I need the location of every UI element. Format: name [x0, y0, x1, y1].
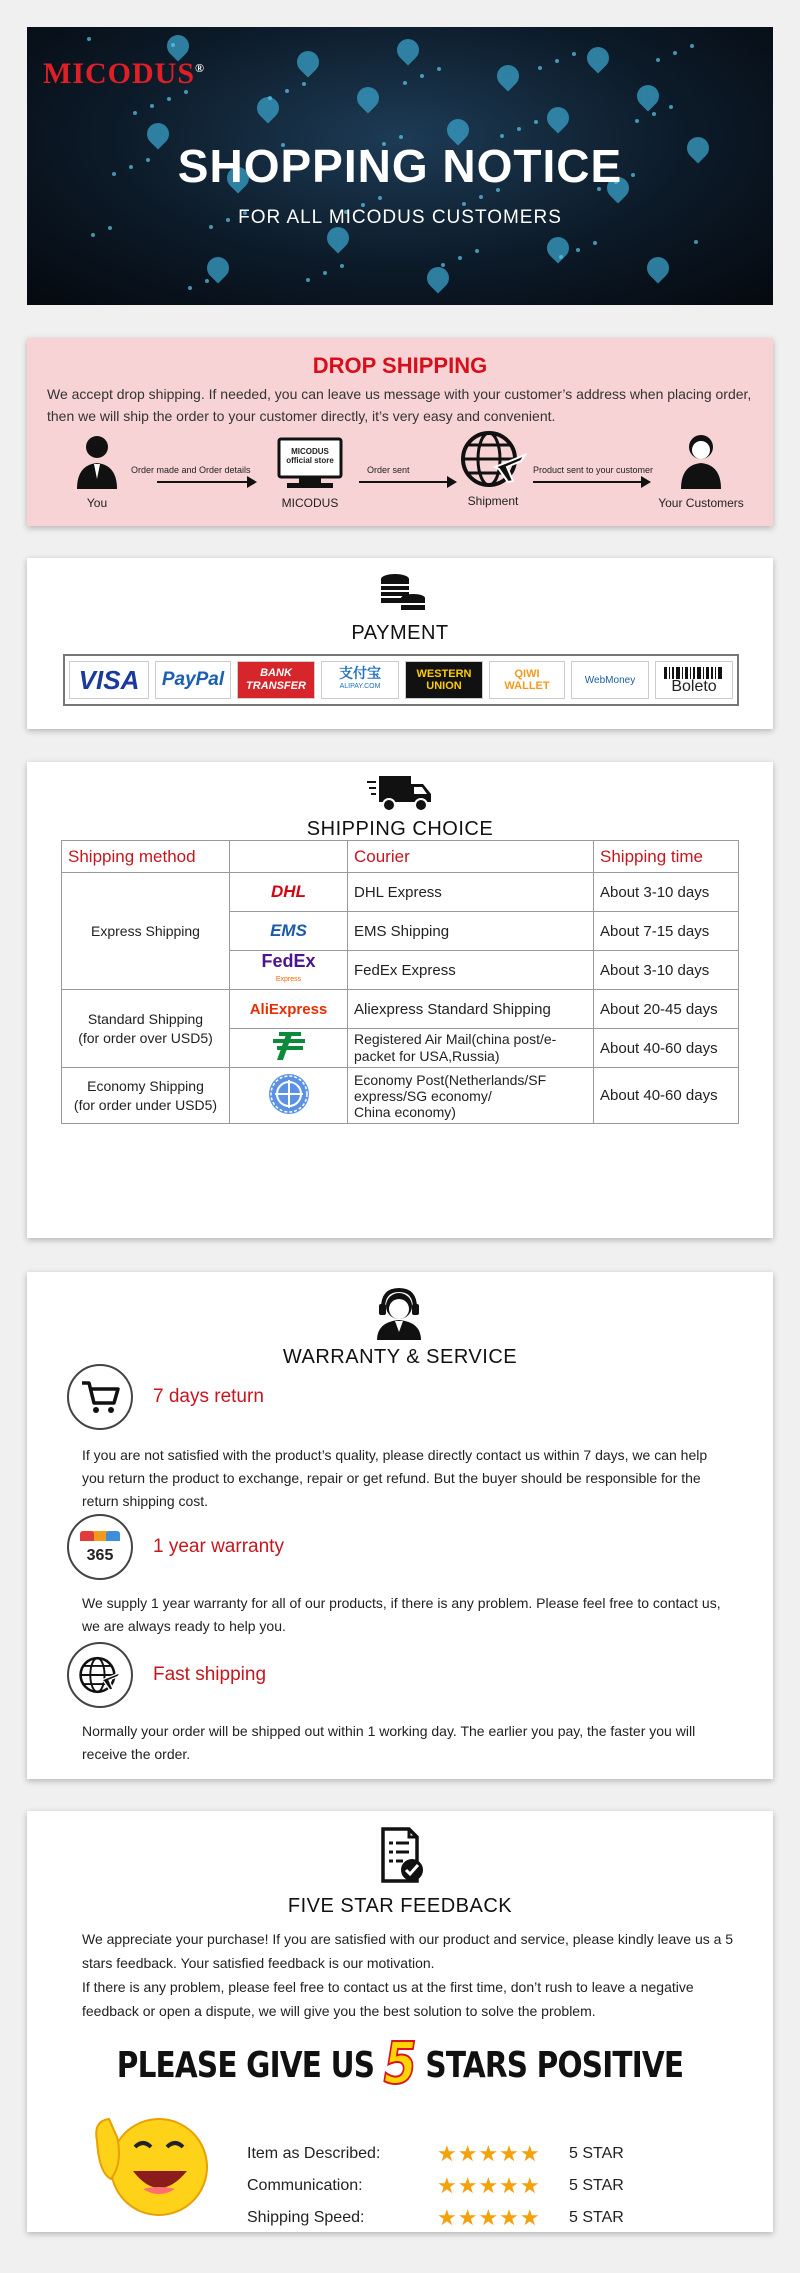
- time-cell: About 40-60 days: [594, 1029, 739, 1068]
- shipping-title: SHIPPING CHOICE: [306, 818, 494, 840]
- header-shipping-method: Shipping method: [62, 841, 230, 873]
- ems-logo: [230, 912, 348, 951]
- truck-icon: [367, 772, 433, 814]
- map-dot: [690, 44, 694, 48]
- map-dot: [458, 256, 462, 260]
- warranty-item-head: Fast shipping: [153, 1664, 267, 1685]
- map-pin-icon: [542, 232, 573, 263]
- table-row: [62, 990, 739, 1029]
- feedback-paragraph-1: We appreciate your purchase! If you are satisfied with our product and service, please kindly leave us a 5 stars feedback. Your satisfied feedback is our motivation.: [82, 1931, 734, 1971]
- page-subtitle: FOR ALL MICODUS CUSTOMERS: [238, 207, 562, 228]
- bank-transfer-logo: BANK TRANSFER: [237, 661, 315, 699]
- visa-logo: VISA: [69, 661, 149, 699]
- map-dot: [517, 127, 521, 131]
- map-dot: [555, 59, 559, 63]
- map-pin-icon: [642, 252, 673, 283]
- warranty-item-return: [67, 1364, 737, 1514]
- map-dot: [559, 255, 563, 259]
- flow-arrow-3: [533, 481, 649, 483]
- flow-arrow-text-1: Order made and Order details: [131, 465, 251, 475]
- globe-plane-icon: [78, 1654, 122, 1696]
- warranty-item-head: 1 year warranty: [153, 1536, 284, 1557]
- map-dot: [500, 134, 504, 138]
- courier-cell: Aliexpress Standard Shipping: [348, 990, 594, 1029]
- map-dot: [538, 66, 542, 70]
- slogan-five: 5: [383, 2029, 416, 2097]
- rating-value: 5 STAR: [569, 2209, 624, 2226]
- map-dot: [302, 82, 306, 86]
- warranty-title: WARRANTY & SERVICE: [282, 1346, 518, 1368]
- fedex-logo-sub: Express: [275, 975, 302, 983]
- five-star-feedback-section: [27, 1811, 773, 2232]
- flow-label-shipment: Shipment: [467, 494, 519, 508]
- customer-icon: [679, 433, 723, 489]
- map-dot: [652, 112, 656, 116]
- map-pin-icon: [492, 60, 523, 91]
- feedback-body: [82, 1927, 742, 2023]
- aliexpress-logo-text: AliExpress: [249, 1000, 328, 1018]
- page-title: SHOPPING NOTICE: [177, 140, 623, 192]
- ems-logo-text: EMS: [270, 921, 307, 940]
- rating-row-shipping-speed: [247, 2205, 667, 2235]
- cart-icon: [80, 1379, 120, 1415]
- warranty-service-section: [27, 1272, 773, 1779]
- map-dot: [378, 196, 382, 200]
- method-express: Express Shipping: [62, 873, 230, 990]
- map-dot: [635, 119, 639, 123]
- un-emblem-icon: [266, 1071, 312, 1117]
- map-dot: [534, 120, 538, 124]
- dhl-logo: [230, 873, 348, 912]
- rating-stars-icon: ★★★★★: [437, 2205, 541, 2230]
- flow-node-customers: [653, 433, 749, 510]
- map-dot: [437, 67, 441, 71]
- map-dot: [656, 58, 660, 62]
- person-icon: [75, 433, 119, 489]
- time-cell: About 40-60 days: [594, 1068, 739, 1124]
- micodus-logo: [43, 57, 205, 91]
- flow-label-micodus: MICODUS: [281, 496, 339, 510]
- warranty-item-head: 7 days return: [153, 1386, 264, 1407]
- map-dot: [323, 271, 327, 275]
- map-dot: [268, 96, 272, 100]
- courier-cell: DHL Express: [348, 873, 594, 912]
- map-dot: [475, 249, 479, 253]
- map-dot: [673, 51, 677, 55]
- aliexpress-logo: [230, 990, 348, 1029]
- globe-plane-icon: [459, 427, 527, 491]
- map-dot: [340, 264, 344, 268]
- map-dot: [91, 233, 95, 237]
- rating-label: Communication:: [247, 2177, 363, 2194]
- rating-stars-icon: ★★★★★: [437, 2141, 541, 2166]
- map-dot: [441, 263, 445, 267]
- dhl-logo-text: DHL: [271, 882, 306, 901]
- table-row: [62, 873, 739, 912]
- rating-row-item-as-described: [247, 2141, 667, 2171]
- warranty-item-warranty: [67, 1514, 737, 1644]
- warranty-item-text: If you are not satisfied with the product’s quality, please directly contact us within 7 days, we can help you return the product to exchange, repair or get refund. But the buyer should be responsible for the return shipping cost.: [82, 1447, 708, 1509]
- time-cell: About 3-10 days: [594, 873, 739, 912]
- map-dot: [462, 202, 466, 206]
- map-dot: [285, 89, 289, 93]
- flow-arrow-text-3: Product sent to your customer: [533, 465, 654, 475]
- map-dot: [167, 97, 171, 101]
- map-pin-icon: [352, 82, 383, 113]
- calendar-icon-badge: [67, 1514, 133, 1580]
- map-dot: [171, 43, 175, 47]
- flow-label-customers: Your Customers: [658, 496, 744, 510]
- map-dot: [87, 37, 91, 41]
- map-pin-icon: [292, 46, 323, 77]
- courier-cell: FedEx Express: [348, 951, 594, 990]
- flow-node-you: [75, 433, 119, 510]
- drop-shipping-title: DROP SHIPPING: [312, 353, 488, 378]
- map-dot: [133, 111, 137, 115]
- header-shipping-time: Shipping time: [594, 841, 739, 873]
- map-dot: [694, 240, 698, 244]
- shopping-notice-banner: [27, 27, 773, 305]
- five-star-slogan: [94, 2029, 706, 2097]
- map-dot: [306, 278, 310, 282]
- boleto-name: Boleto: [671, 677, 717, 695]
- table-row: [62, 1068, 739, 1124]
- rating-label: Shipping Speed:: [247, 2209, 365, 2226]
- header-logo: [230, 841, 348, 873]
- map-dot: [572, 52, 576, 56]
- alipay-sub: ALIPAY.COM: [339, 683, 381, 690]
- shipping-table: [61, 840, 739, 1124]
- store-screen-label: MICODUS official store: [286, 447, 334, 465]
- western-union-logo: WESTERN UNION: [405, 661, 483, 699]
- calendar-365-text: 365: [86, 1547, 114, 1564]
- slogan-post: STARS POSITIVE: [425, 2045, 684, 2086]
- drop-shipping-text: We accept drop shipping. If needed, you can leave us message with your customer’s address when placing order, then we will ship the order to your customer directly, it’s very easy and convenient.: [47, 386, 752, 424]
- flow-arrow-2: [359, 481, 455, 483]
- flow-arrow-1: [157, 481, 255, 483]
- time-cell: About 20-45 days: [594, 990, 739, 1029]
- feedback-title: FIVE STAR FEEDBACK: [287, 1895, 513, 1917]
- map-pin-icon: [392, 34, 423, 65]
- warranty-item-text: We supply 1 year warranty for all of our products, if there is any problem. Please feel free to contact us, we are always ready to help you.: [82, 1595, 721, 1634]
- time-cell: About 7-15 days: [594, 912, 739, 951]
- rating-value: 5 STAR: [569, 2145, 624, 2162]
- map-pin-icon: [422, 262, 453, 293]
- map-pin-icon: [582, 42, 613, 73]
- map-dot: [576, 248, 580, 252]
- time-cell: About 3-10 days: [594, 951, 739, 990]
- fedex-logo: [230, 951, 348, 990]
- courier-cell: Registered Air Mail(china post/e-packet for USA,Russia): [348, 1029, 594, 1068]
- map-dot: [669, 105, 673, 109]
- fedex-logo-text: FedEx: [261, 950, 316, 971]
- payment-methods-bar: [63, 654, 739, 706]
- paypal-logo: PayPal: [155, 661, 231, 699]
- method-standard: Standard Shipping (for order over USD5): [62, 990, 230, 1068]
- webmoney-logo: WebMoney: [571, 661, 649, 699]
- map-dot: [420, 74, 424, 78]
- alipay-logo: [321, 661, 399, 699]
- payment-section: [27, 558, 773, 729]
- flow-node-micodus: [273, 437, 347, 510]
- boleto-logo: [655, 661, 733, 699]
- globe-plane-icon-badge: [67, 1642, 133, 1708]
- drop-shipping-section: [27, 338, 773, 526]
- courier-cell: Economy Post(Netherlands/SF express/SG economy/ China economy): [348, 1068, 594, 1124]
- barcode-icon: [662, 667, 726, 679]
- registered-mark: ®: [195, 61, 205, 75]
- map-pin-icon: [542, 102, 573, 133]
- customer-service-icon: [373, 1286, 425, 1340]
- table-header-row: [62, 841, 739, 873]
- drop-shipping-flow: [27, 433, 773, 523]
- logo-text: MICODUS: [43, 57, 196, 90]
- rating-label: Item as Described:: [247, 2145, 381, 2162]
- map-dot: [403, 81, 407, 85]
- payment-title: PAYMENT: [351, 622, 449, 644]
- map-dot: [188, 286, 192, 290]
- un-logo: [230, 1068, 348, 1124]
- map-dot: [150, 104, 154, 108]
- map-dot: [593, 241, 597, 245]
- header-courier: Courier: [348, 841, 594, 873]
- method-economy: Economy Shipping (for order under USD5): [62, 1068, 230, 1124]
- cart-icon-badge: [67, 1364, 133, 1430]
- slogan-pre: PLEASE GIVE US: [116, 2045, 375, 2086]
- map-dot: [205, 279, 209, 283]
- warranty-item-fast-shipping: [67, 1642, 737, 1772]
- flow-node-shipment: [455, 427, 531, 508]
- qiwi-logo: QIWI WALLET: [489, 661, 565, 699]
- map-pin-icon: [632, 80, 663, 111]
- alipay-name: 支付宝: [339, 665, 381, 681]
- smiley-thumbs-up-icon: [91, 2101, 211, 2223]
- map-dot: [479, 195, 483, 199]
- rating-row-communication: [247, 2173, 667, 2203]
- feedback-paragraph-2: If there is any problem, please feel free to contact us at the first time, don’t rush to leave a negative feedback or open a dispute, we will give you the best solution to solve the problem.: [82, 1979, 694, 2019]
- flow-label-you: You: [86, 496, 108, 510]
- courier-cell: EMS Shipping: [348, 912, 594, 951]
- flow-arrow-text-2: Order sent: [367, 465, 410, 475]
- china-post-icon: [269, 1030, 309, 1062]
- warranty-item-text: Normally your order will be shipped out within 1 working day. The earlier you pay, the faster you will receive the order.: [82, 1723, 696, 1762]
- shipping-choice-section: [27, 762, 773, 1238]
- rating-value: 5 STAR: [569, 2177, 624, 2194]
- rating-stars-icon: ★★★★★: [437, 2173, 541, 2198]
- coins-icon: [375, 572, 427, 612]
- china-post-logo: [230, 1029, 348, 1068]
- checklist-icon: [379, 1827, 425, 1883]
